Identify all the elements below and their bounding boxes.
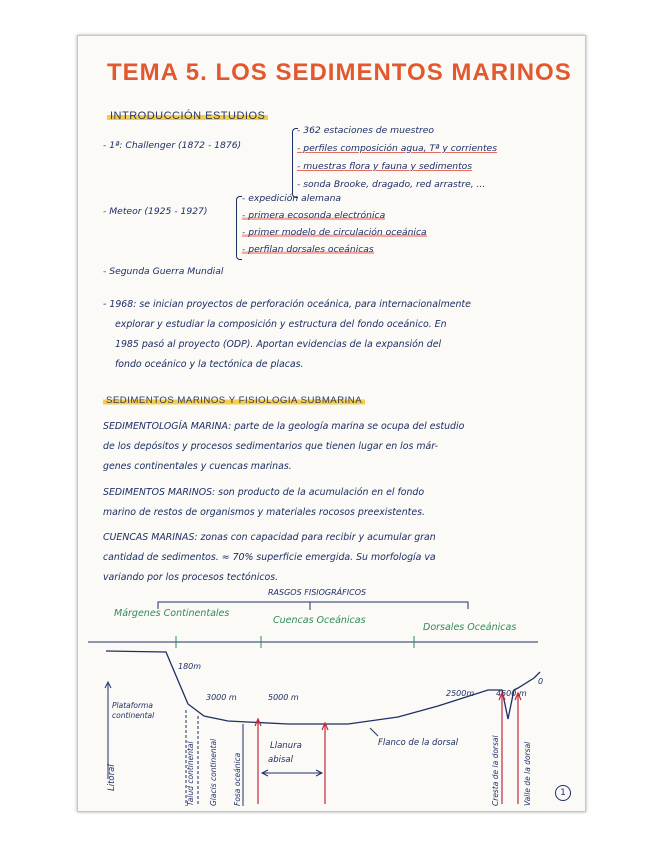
glacis-label: Glacis continental xyxy=(209,738,218,806)
depth-2500: 2500m xyxy=(446,689,475,698)
paragraph-line: cantidad de sedimentos. ≈ 70% superficie emergida. Su morfología va xyxy=(103,552,436,563)
meteor-label: - Meteor (1925 - 1927) xyxy=(103,206,208,217)
challenger-item: - sonda Brooke, dragado, red arrastre, ... xyxy=(297,179,486,190)
depth-5000: 5000 m xyxy=(268,693,299,702)
paragraph-line: genes continentales y cuencas marinas. xyxy=(103,461,292,472)
meteor-item: - primer modelo de circulación oceánica xyxy=(242,227,427,238)
paragraph-line: CUENCAS MARINAS: zonas con capacidad para recibir y acumular gran xyxy=(103,532,436,543)
paragraph-line: 1985 pasó al proyecto (ODP). Aportan evidencias de la expansión del xyxy=(115,339,442,350)
paragraph-line: explorar y estudiar la composición y estructura del fondo oceánico. En xyxy=(115,319,447,330)
paragraph-line: variando por los procesos tectónicos. xyxy=(103,572,279,583)
paragraph-sedimentologia xyxy=(103,417,573,477)
challenger-item: - perfiles composición agua, Tª y corrientes xyxy=(297,143,497,154)
section-heading-introduccion: INTRODUCCIÓN ESTUDIOS xyxy=(107,110,268,122)
llanura-label: Llanura abisal xyxy=(268,741,302,765)
cuencas-label: Cuencas Oceánicas xyxy=(273,615,366,626)
plataforma-label: Plataforma continental xyxy=(112,701,155,720)
paragraph-sedimentos xyxy=(103,483,573,523)
litoral-label: Litoral xyxy=(107,764,117,791)
challenger-item: - 362 estaciones de muestreo xyxy=(297,125,435,136)
meteor-item: - perfilan dorsales oceánicas xyxy=(242,244,374,255)
talud-label: Talud continental xyxy=(186,741,195,806)
challenger-label: - 1ª: Challenger (1872 - 1876) xyxy=(103,140,242,151)
notebook-page xyxy=(77,35,586,812)
depth-4500: 4500 m xyxy=(496,689,527,698)
page-number: 1 xyxy=(555,785,571,801)
paragraph-line: fondo oceánico y la tectónica de placas. xyxy=(115,359,304,370)
meteor-item: - primera ecosonda electrónica xyxy=(242,210,386,221)
depth-3000: 3000 m xyxy=(206,693,237,702)
challenger-item: - muestras flora y fauna y sedimentos xyxy=(297,161,473,172)
depth-180: 180m xyxy=(178,662,202,671)
flanco-pointer xyxy=(370,728,378,736)
section-heading-sedimentos: SEDIMENTOS MARINOS Y FISIOLOGIA SUBMARINA xyxy=(103,395,365,406)
rasgos-label: RASGOS FISIOGRÁFICOS xyxy=(268,588,367,597)
paragraph-line: SEDIMENTOLOGÍA MARINA: parte de la geología marina se ocupa del estudio xyxy=(103,421,465,432)
valle-label: Valle de la dorsal xyxy=(523,741,532,806)
paragraph-line: de los depósitos y procesos sedimentarios que tienen lugar en los már- xyxy=(103,441,438,452)
dorsales-label: Dorsales Oceánicas xyxy=(423,622,517,633)
page-title: TEMA 5. LOS SEDIMENTOS MARINOS xyxy=(107,59,572,86)
flanco-label: Flanco de la dorsal xyxy=(378,738,459,748)
margenes-label: Márgenes Continentales xyxy=(114,608,230,619)
paragraph-line: marino de restos de organismos y materiales rocosos preexistentes. xyxy=(103,507,425,518)
depth-zero: 0 xyxy=(538,677,544,686)
seafloor-profile-diagram xyxy=(78,576,585,811)
wwii-line: - Segunda Guerra Mundial xyxy=(103,266,224,277)
cresta-label: Cresta de la dorsal xyxy=(491,735,500,806)
meteor-item: - expedición alemana xyxy=(242,193,342,204)
paragraph-line: SEDIMENTOS MARINOS: son producto de la acumulación en el fondo xyxy=(103,487,425,498)
paragraph-1968 xyxy=(103,295,573,375)
fosa-label: Fosa oceánica xyxy=(233,752,242,806)
paragraph-line: - 1968: se inician proyectos de perforación oceánica, para internacionalmente xyxy=(103,299,471,310)
seafloor-profile-line xyxy=(106,651,540,724)
